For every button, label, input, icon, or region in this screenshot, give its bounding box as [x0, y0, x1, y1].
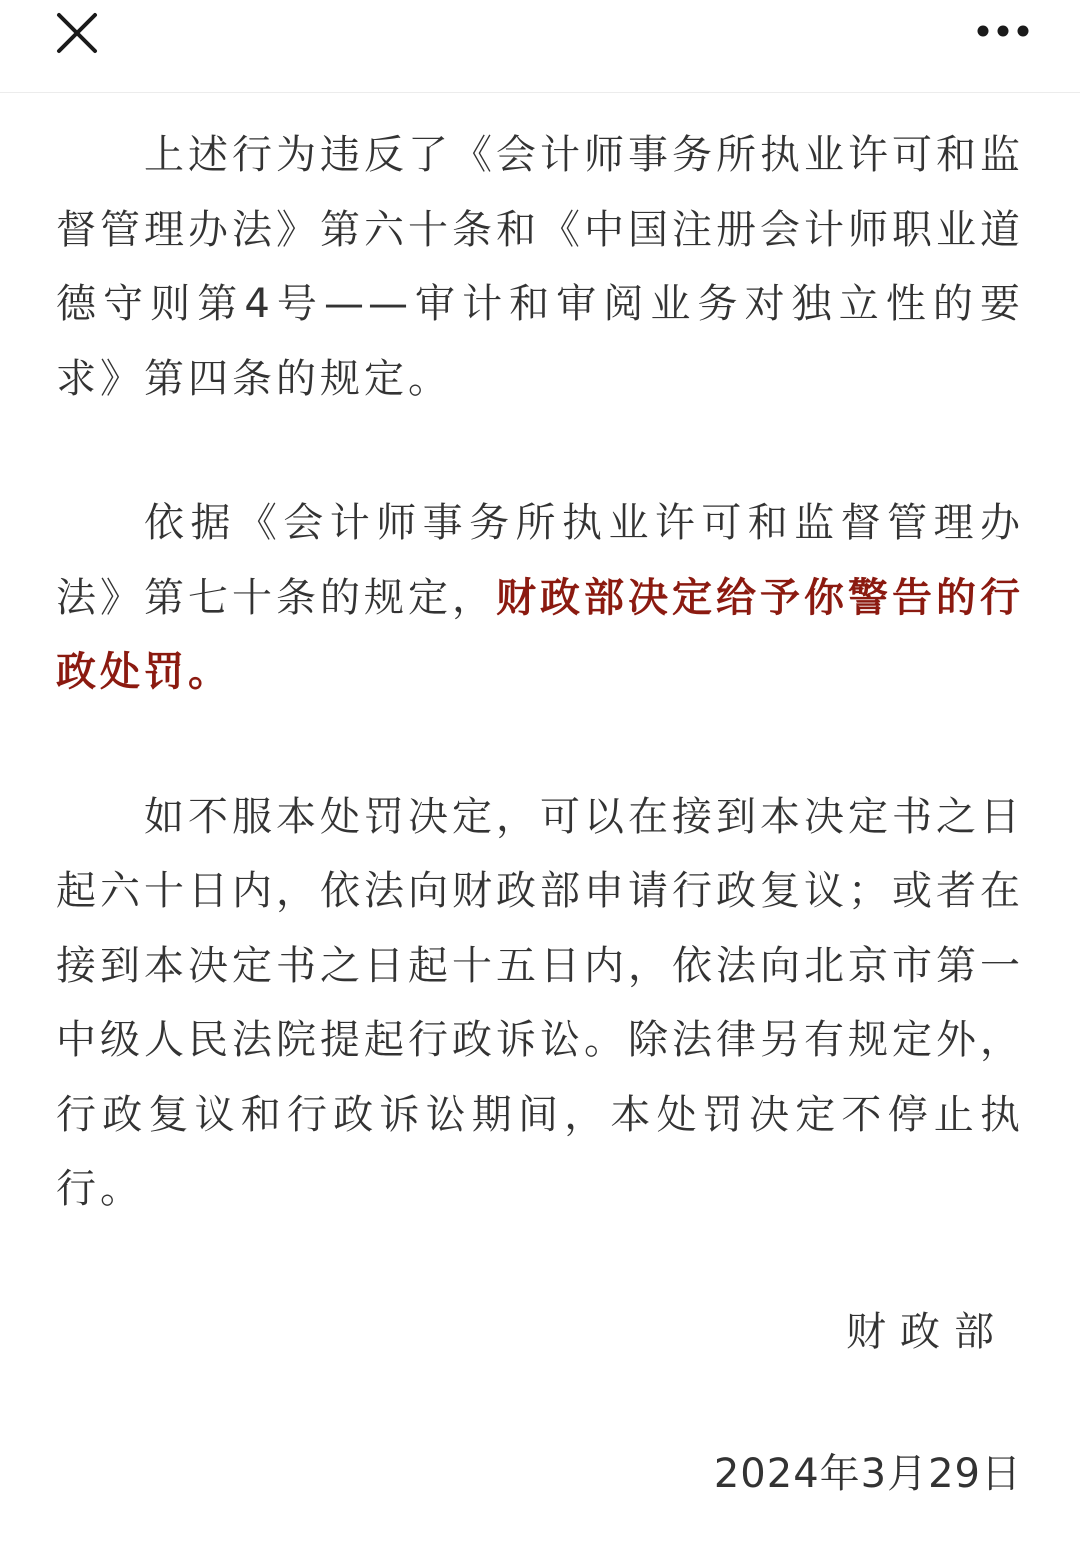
penalty-paragraph — [56, 486, 1024, 710]
close-button[interactable] — [50, 6, 104, 60]
top-navigation-bar — [0, 0, 1080, 93]
penalty-decision-text: 财政部决定给予你警告的行政处罚。 — [56, 574, 1024, 695]
issuer-signature: 财政部 — [846, 1309, 1008, 1355]
violation-paragraph: 上述行为违反了《会计师事务所执业许可和监督管理办法》第六十条和《中国注册会计师职业道德守则第4号——审计和审阅业务对独立性的要求》第四条的规定。 — [56, 132, 1024, 402]
article-body — [56, 118, 1024, 1227]
appeal-rights-paragraph: 如不服本处罚决定，可以在接到本决定书之日起六十日内，依法向财政部申请行政复议；或者在接到本决定书之日起十五日内，依法向北京市第一中级人民法院提起行政诉讼。除法律另有规定外，行政复议和行政诉讼期间，本处罚决定不停止执行。 — [56, 793, 1024, 1212]
issue-date: 2024年3月29日 — [713, 1451, 1022, 1497]
close-icon — [50, 6, 104, 60]
penalty-basis-text: 依据《会计师事务所执业许可和监督管理办法》第七十条的规定， — [56, 500, 1024, 621]
more-dots-icon — [970, 10, 1038, 52]
more-options-button[interactable] — [970, 10, 1038, 52]
